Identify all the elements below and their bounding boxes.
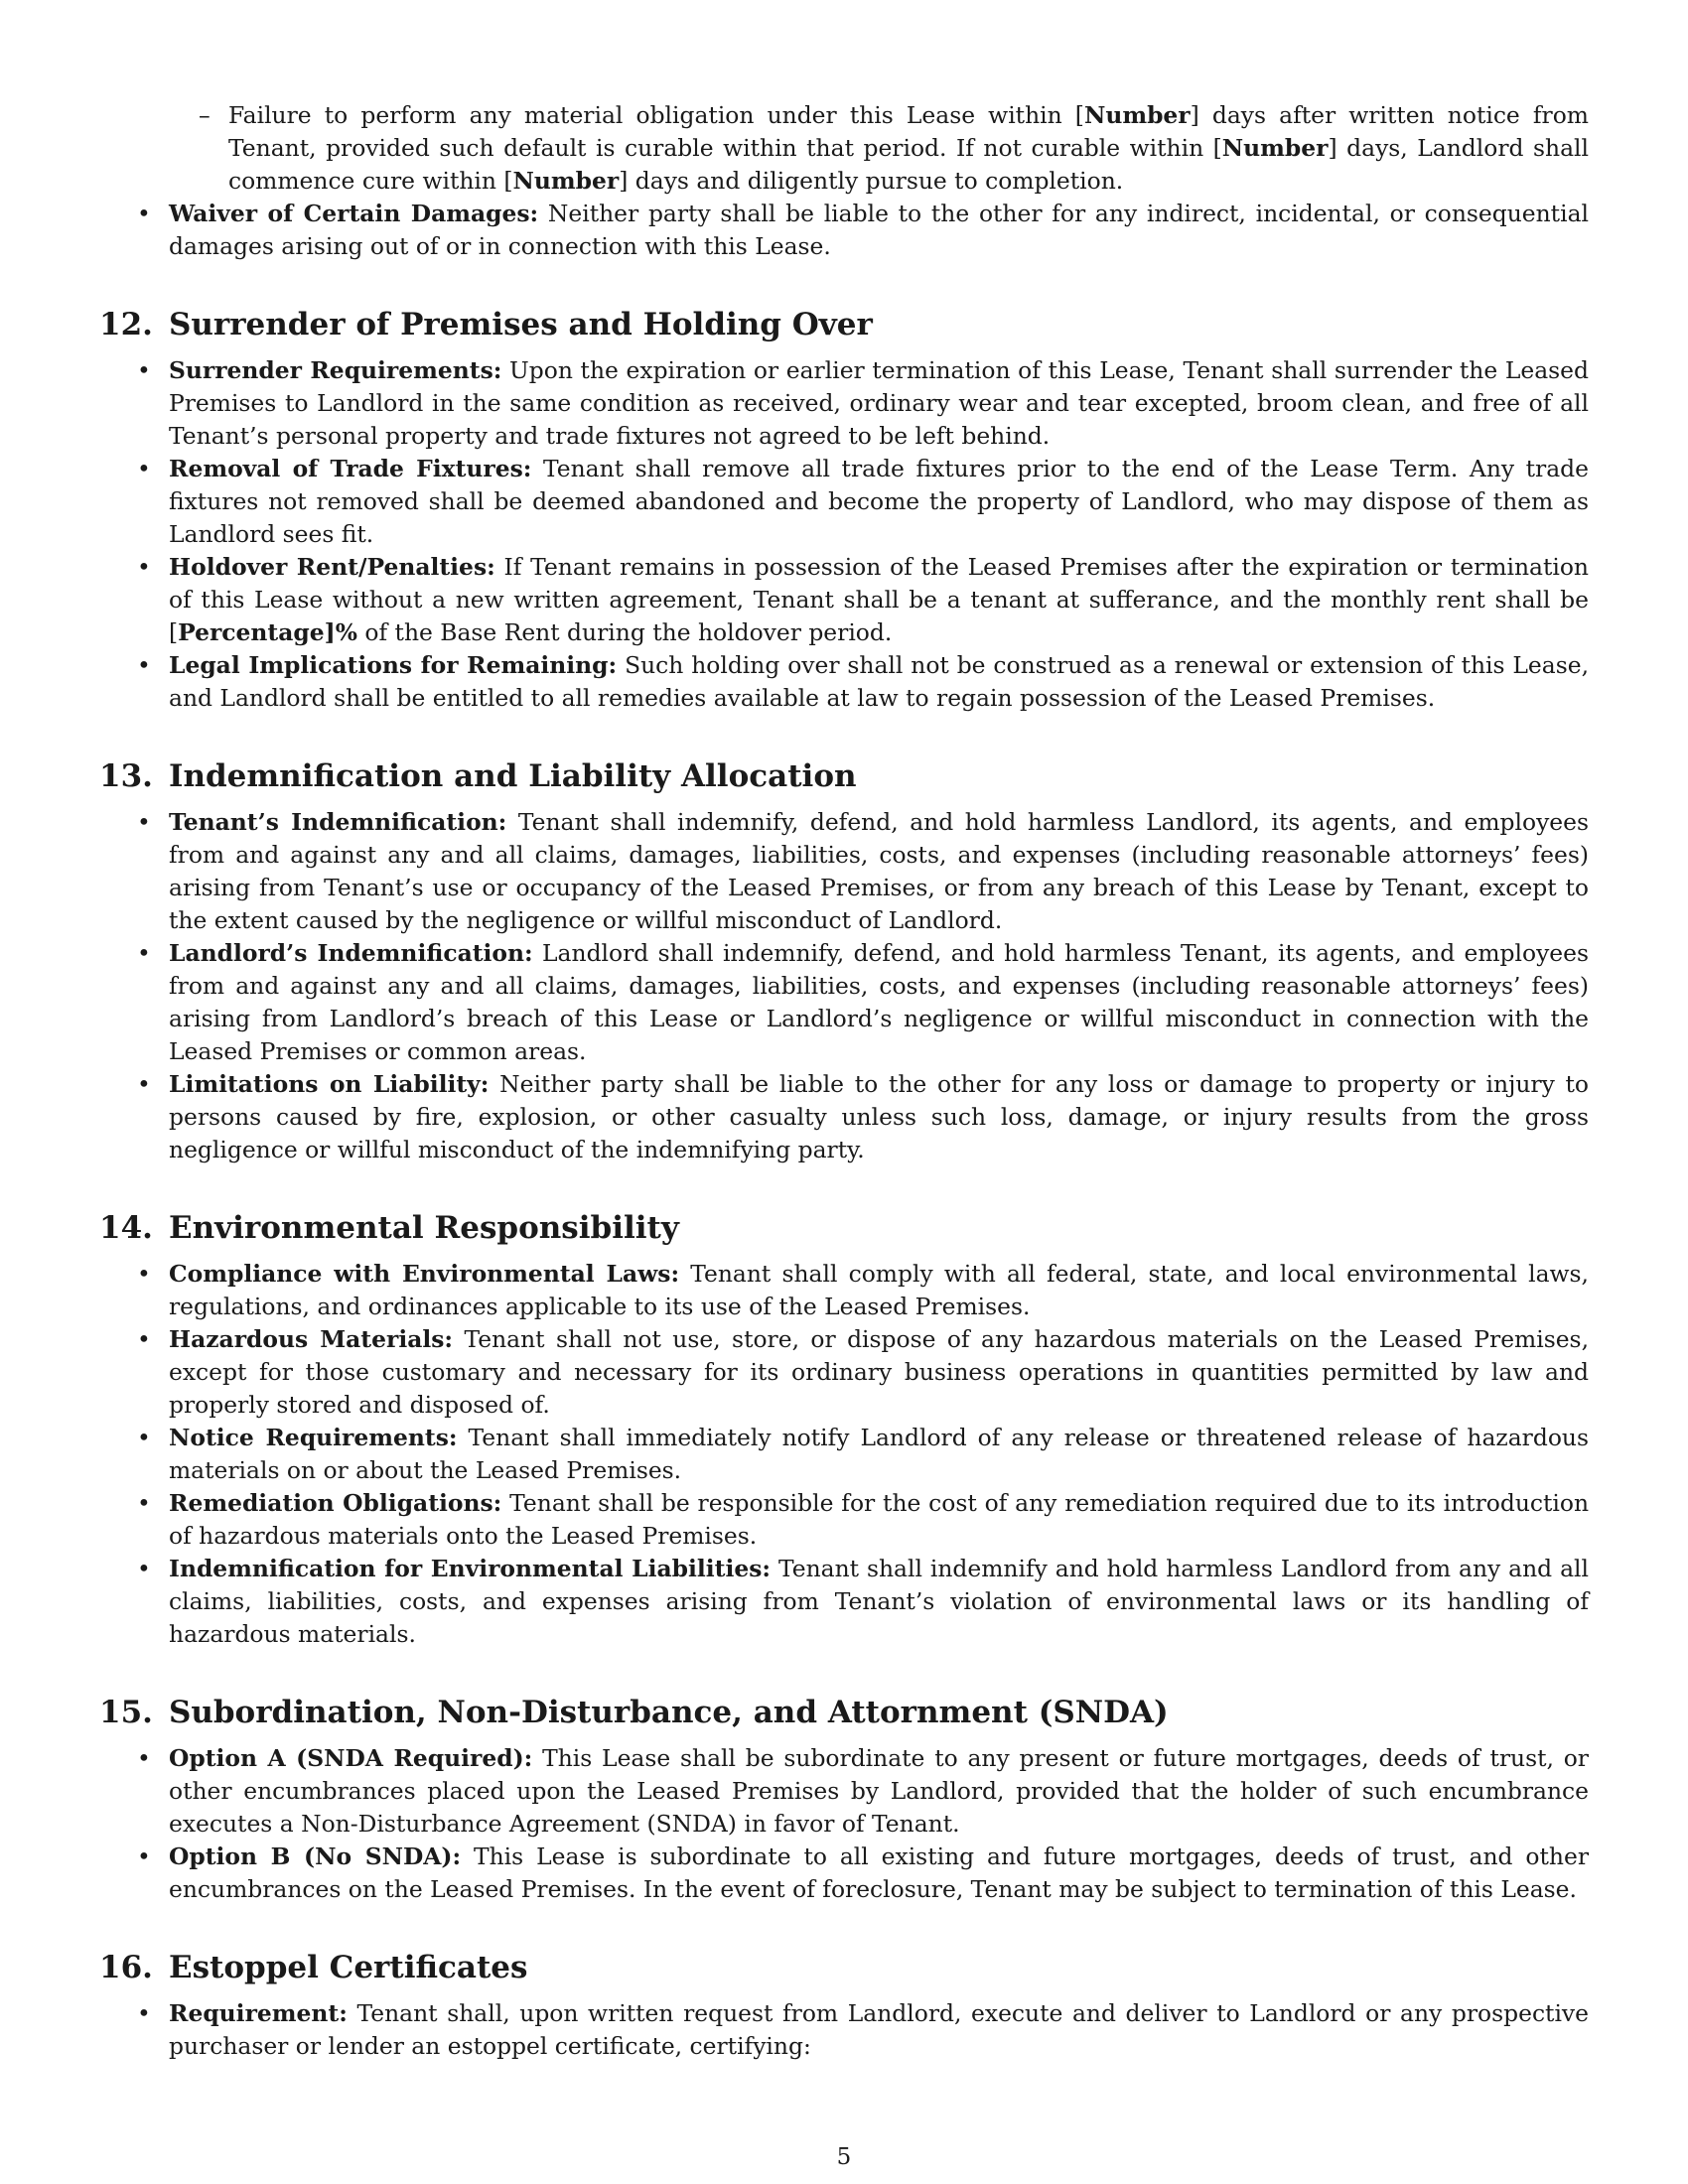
list-item: • Removal of Trade Fixtures: Tenant shall remove all trade fixtures prior to the end of the Lease Term. Any trade fixtures not removed shall be deemed abandoned and become the property of Landlord, who may dispose of them as Landlord sees fit. xyxy=(99,453,1589,551)
placeholder-number: Number xyxy=(1083,101,1191,129)
section-heading: 15. Subordination, Non-Disturbance, and Attornment (SNDA) xyxy=(99,1695,1169,1730)
placeholder-number: Number xyxy=(1221,134,1329,162)
section-16 xyxy=(99,1948,1589,2063)
list-item: • Requirement: Tenant shall, upon written request from Landlord, execute and deliver to Landlord or any prospective purchaser or lender an estoppel certificate, certifying: xyxy=(99,1997,1589,2063)
list-item: • Option B (No SNDA): This Lease is subordinate to all existing and future mortgages, deeds of trust, and other encumbrances on the Leased Premises. In the event of foreclosure, Tenant may be subject to termination of this Lease. xyxy=(99,1841,1589,1906)
list-item: • Indemnification for Environmental Liabilities: Tenant shall indemnify and hold harmless Landlord from any and all claims, liabilities, costs, and expenses arising from Tenant’s violation of environmental laws or its handling of hazardous materials. xyxy=(99,1553,1589,1651)
section-list xyxy=(99,1258,1589,1651)
document-page xyxy=(99,99,1589,2063)
list-item: • Waiver of Certain Damages: Neither party shall be liable to the other for any indirect, incidental, or consequential damages arising out of or in connection with this Lease. xyxy=(99,198,1589,263)
section-heading: 14. Environmental Responsibility xyxy=(99,1210,679,1246)
section-list xyxy=(99,1997,1589,2063)
section-13 xyxy=(99,756,1589,1166)
section-list xyxy=(99,806,1589,1166)
section-15 xyxy=(99,1693,1589,1906)
placeholder-percentage: Percentage xyxy=(178,618,325,646)
carryover-list xyxy=(99,198,1589,263)
landlord-default-sub-item: – Failure to perform any material obligation under this Lease within [Number] days after written notice from Tenant, provided such default is curable within that period. If not curable within [Number] days, Landlord shall commence cure within [Number] days and diligently pursue to completion. xyxy=(99,99,1589,198)
section-heading: 16. Estoppel Certificates xyxy=(99,1950,528,1985)
list-item: • Limitations on Liability: Neither party shall be liable to the other for any loss or damage to property or injury to persons caused by fire, explosion, or other casualty unless such loss, damage, or injury results from the gross negligence or willful misconduct of the indemnifying party. xyxy=(99,1068,1589,1166)
placeholder-number: Number xyxy=(512,167,620,195)
list-item: • Notice Requirements: Tenant shall immediately notify Landlord of any release or threatened release of hazardous materials on or about the Leased Premises. xyxy=(99,1422,1589,1487)
list-item: • Remediation Obligations: Tenant shall be responsible for the cost of any remediation required due to its introduction of hazardous materials onto the Leased Premises. xyxy=(99,1487,1589,1553)
section-list xyxy=(99,1742,1589,1906)
list-item: • Option A (SNDA Required): This Lease shall be subordinate to any present or future mortgages, deeds of trust, or other encumbrances placed upon the Leased Premises by Landlord, provided that the holder of such encumbrance executes a Non-Disturbance Agreement (SNDA) in favor of Tenant. xyxy=(99,1742,1589,1841)
list-item: • Landlord’s Indemnification: Landlord shall indemnify, defend, and hold harmless Tenant, its agents, and employees from and against any and all claims, damages, liabilities, costs, and expenses (including reasonable attorneys’ fees) arising from Landlord’s breach of this Lease or Landlord’s negligence or willful misconduct in connection with the Leased Premises or common areas. xyxy=(99,937,1589,1068)
list-item: • Tenant’s Indemnification: Tenant shall indemnify, defend, and hold harmless Landlord, its agents, and employees from and against any and all claims, damages, liabilities, costs, and expenses (including reasonable attorneys’ fees) arising from Tenant’s use or occupancy of the Leased Premises, or from any breach of this Lease by Tenant, except to the extent caused by the negligence or willful misconduct of Landlord. xyxy=(99,806,1589,937)
page-number: 5 xyxy=(836,2144,852,2170)
section-heading: 13. Indemnification and Liability Allocation xyxy=(99,758,857,794)
section-12 xyxy=(99,305,1589,715)
section-14 xyxy=(99,1208,1589,1651)
list-item: • Compliance with Environmental Laws: Tenant shall comply with all federal, state, and local environmental laws, regulations, and ordinances applicable to its use of the Leased Premises. xyxy=(99,1258,1589,1323)
list-item: • Holdover Rent/Penalties: If Tenant remains in possession of the Leased Premises after the expiration or termination of this Lease without a new written agreement, Tenant shall be a tenant at sufferance, and the monthly rent shall be [Percentage]% of the Base Rent during the holdover period. xyxy=(99,551,1589,649)
section-list xyxy=(99,354,1589,715)
list-item: • Surrender Requirements: Upon the expiration or earlier termination of this Lease, Tenant shall surrender the Leased Premises to Landlord in the same condition as received, ordinary wear and tear excepted, broom clean, and free of all Tenant’s personal property and trade fixtures not agreed to be left behind. xyxy=(99,354,1589,453)
list-item: • Legal Implications for Remaining: Such holding over shall not be construed as a renewal or extension of this Lease, and Landlord shall be entitled to all remedies available at law to regain possession of the Leased Premises. xyxy=(99,649,1589,715)
list-item: • Hazardous Materials: Tenant shall not use, store, or dispose of any hazardous materials on the Leased Premises, except for those customary and necessary for its ordinary business operations in quantities permitted by law and properly stored and disposed of. xyxy=(99,1323,1589,1422)
section-heading: 12. Surrender of Premises and Holding Over xyxy=(99,307,873,342)
carryover-block xyxy=(99,99,1589,263)
